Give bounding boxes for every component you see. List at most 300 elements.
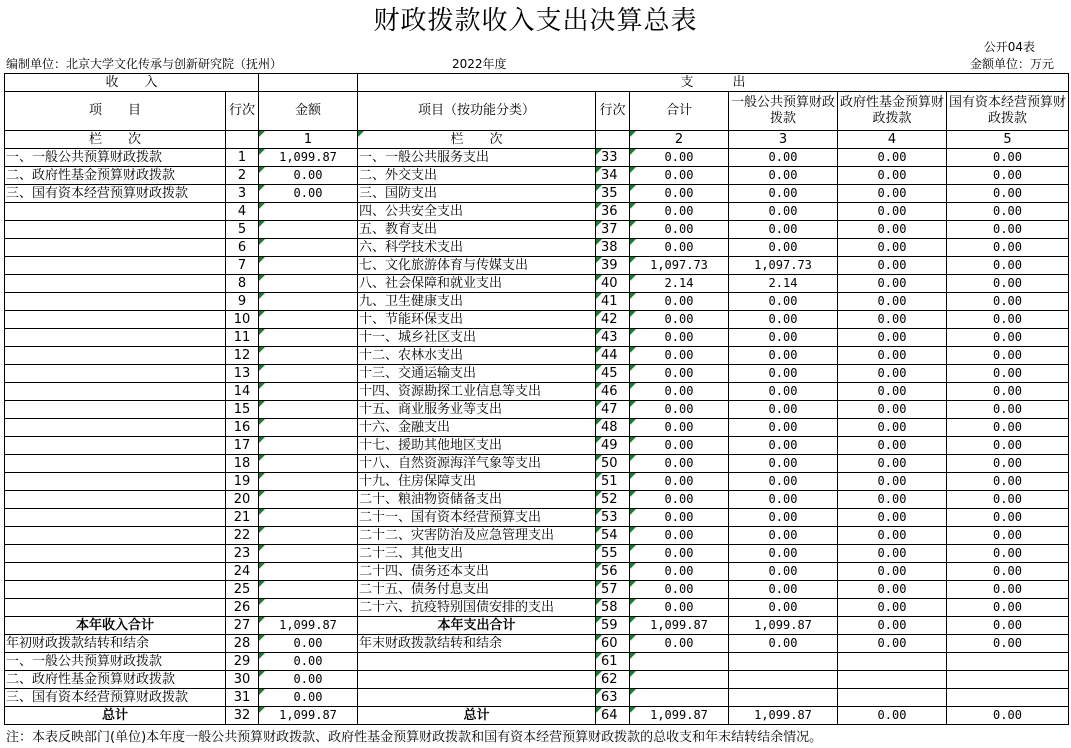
- expense-gen-budget: 0.00: [729, 563, 838, 581]
- expense-item: [358, 671, 596, 689]
- col-head-item: 项 目: [5, 92, 226, 131]
- expense-gen-budget: 0.00: [729, 347, 838, 365]
- income-item: 二、政府性基金预算财政拨款: [5, 671, 226, 689]
- col-number: 5: [947, 131, 1069, 149]
- expense-gen-budget: 0.00: [729, 149, 838, 167]
- expense-item: 十三、交通运输支出: [358, 365, 596, 383]
- expense-gov-fund: 0.00: [838, 221, 947, 239]
- expense-state-capital: 0.00: [947, 473, 1069, 491]
- income-amount: 0.00: [259, 653, 358, 671]
- income-item: [5, 563, 226, 581]
- income-amount: 1,099.87: [259, 617, 358, 635]
- expense-gen-budget: 0.00: [729, 509, 838, 527]
- expense-item: 十九、住房保障支出: [358, 473, 596, 491]
- col-number: 4: [838, 131, 947, 149]
- income-item: [5, 221, 226, 239]
- expense-gen-budget: 0.00: [729, 311, 838, 329]
- expense-row-no: 54: [596, 527, 630, 545]
- expense-item: 十六、金融支出: [358, 419, 596, 437]
- income-item: [5, 419, 226, 437]
- col-head-func-item: 项目（按功能分类）: [358, 92, 596, 131]
- expense-gen-budget: 0.00: [729, 383, 838, 401]
- income-row-no: 31: [226, 689, 259, 707]
- col-head-total: 合计: [630, 92, 729, 131]
- income-row-no: 25: [226, 581, 259, 599]
- expense-gov-fund: 0.00: [838, 185, 947, 203]
- income-amount: [259, 311, 358, 329]
- expense-gov-fund: 0.00: [838, 401, 947, 419]
- expense-gov-fund: [838, 653, 947, 671]
- expense-row-no: 53: [596, 509, 630, 527]
- expense-row-no: 47: [596, 401, 630, 419]
- expense-gov-fund: 0.00: [838, 455, 947, 473]
- table-row: [5, 545, 1069, 563]
- income-row-no: 3: [226, 185, 259, 203]
- expense-state-capital: 0.00: [947, 383, 1069, 401]
- lanci-label: 栏 次: [358, 131, 596, 149]
- col-head-row-no: 行次: [596, 92, 630, 131]
- expense-row-no: 38: [596, 239, 630, 257]
- expense-row-no: 59: [596, 617, 630, 635]
- expense-gen-budget: 0.00: [729, 185, 838, 203]
- expense-state-capital: 0.00: [947, 365, 1069, 383]
- income-amount: 0.00: [259, 185, 358, 203]
- expense-state-capital: 0.00: [947, 617, 1069, 635]
- col-head-gen-budget: 一般公共预算财政拨款: [729, 92, 838, 131]
- income-row-no: 26: [226, 599, 259, 617]
- expense-total: [630, 671, 729, 689]
- col-number: 2: [630, 131, 729, 149]
- table-row: [5, 653, 1069, 671]
- expense-total: 0.00: [630, 149, 729, 167]
- expense-gen-budget: 2.14: [729, 275, 838, 293]
- table-row: [5, 257, 1069, 275]
- expense-row-no: 33: [596, 149, 630, 167]
- income-amount: [259, 329, 358, 347]
- income-item: [5, 401, 226, 419]
- income-amount: 0.00: [259, 671, 358, 689]
- income-item: [5, 365, 226, 383]
- expense-gov-fund: 0.00: [838, 599, 947, 617]
- income-row-no: 28: [226, 635, 259, 653]
- table-row: [5, 689, 1069, 707]
- income-item: [5, 329, 226, 347]
- expense-gen-budget: 0.00: [729, 545, 838, 563]
- income-item: 一、一般公共预算财政拨款: [5, 149, 226, 167]
- income-row-no: 16: [226, 419, 259, 437]
- expense-item: 九、卫生健康支出: [358, 293, 596, 311]
- income-amount: 0.00: [259, 635, 358, 653]
- income-amount: [259, 293, 358, 311]
- expense-gen-budget: 0.00: [729, 293, 838, 311]
- org-name: 编制单位：北京大学文化传承与创新研究院（抚州）: [6, 57, 283, 71]
- expense-state-capital: 0.00: [947, 329, 1069, 347]
- expense-state-capital: 0.00: [947, 563, 1069, 581]
- expense-gen-budget: 1,099.87: [729, 617, 838, 635]
- expense-total: 0.00: [630, 311, 729, 329]
- expense-item: 二、外交支出: [358, 167, 596, 185]
- expense-item: 十五、商业服务业等支出: [358, 401, 596, 419]
- expense-total: 0.00: [630, 329, 729, 347]
- expense-row-no: 34: [596, 167, 630, 185]
- table-row: [5, 167, 1069, 185]
- expense-item: 八、社会保障和就业支出: [358, 275, 596, 293]
- income-row-no: 32: [226, 707, 259, 725]
- income-amount: [259, 275, 358, 293]
- income-amount: [259, 401, 358, 419]
- income-row-no: 13: [226, 365, 259, 383]
- income-row-no: 27: [226, 617, 259, 635]
- expense-row-no: 52: [596, 491, 630, 509]
- income-item: 年初财政拨款结转和结余: [5, 635, 226, 653]
- expense-item: 本年支出合计: [358, 617, 596, 635]
- expense-item: 十、节能环保支出: [358, 311, 596, 329]
- income-amount: [259, 563, 358, 581]
- income-row-no: 8: [226, 275, 259, 293]
- income-amount: [259, 221, 358, 239]
- income-item: 本年收入合计: [5, 617, 226, 635]
- expense-gen-budget: 0.00: [729, 599, 838, 617]
- expense-total: 0.00: [630, 563, 729, 581]
- expense-state-capital: 0.00: [947, 419, 1069, 437]
- budget-table: [4, 73, 1069, 725]
- expense-item: 二十一、国有资本经营预算支出: [358, 509, 596, 527]
- income-row-no: 5: [226, 221, 259, 239]
- table-row: [5, 581, 1069, 599]
- expense-gen-budget: 0.00: [729, 329, 838, 347]
- income-item: 三、国有资本经营预算财政拨款: [5, 185, 226, 203]
- expense-item: 二十六、抗疫特别国债安排的支出: [358, 599, 596, 617]
- income-amount: [259, 419, 358, 437]
- expense-total: 0.00: [630, 527, 729, 545]
- expense-total: 0.00: [630, 365, 729, 383]
- income-row-no: 1: [226, 149, 259, 167]
- expense-state-capital: 0.00: [947, 311, 1069, 329]
- expense-state-capital: 0.00: [947, 455, 1069, 473]
- income-row-no: 29: [226, 653, 259, 671]
- table-row: [5, 473, 1069, 491]
- table-row: [5, 221, 1069, 239]
- expense-gov-fund: 0.00: [838, 617, 947, 635]
- col-head-gov-fund: 政府性基金预算财政拨款: [838, 92, 947, 131]
- expense-gen-budget: 0.00: [729, 527, 838, 545]
- income-row-no: 17: [226, 437, 259, 455]
- table-row: [5, 347, 1069, 365]
- expense-total: 0.00: [630, 491, 729, 509]
- expense-state-capital: [947, 671, 1069, 689]
- income-row-no: 24: [226, 563, 259, 581]
- expense-gov-fund: 0.00: [838, 635, 947, 653]
- income-item: [5, 203, 226, 221]
- expense-row-no: 39: [596, 257, 630, 275]
- table-row: [5, 437, 1069, 455]
- income-row-no: 6: [226, 239, 259, 257]
- expense-row-no: 50: [596, 455, 630, 473]
- income-row-no: 12: [226, 347, 259, 365]
- expense-item: 十一、城乡社区支出: [358, 329, 596, 347]
- expense-gov-fund: 0.00: [838, 329, 947, 347]
- income-row-no: 4: [226, 203, 259, 221]
- income-item: [5, 455, 226, 473]
- expense-state-capital: [947, 653, 1069, 671]
- expense-state-capital: 0.00: [947, 527, 1069, 545]
- expense-gov-fund: 0.00: [838, 437, 947, 455]
- expense-gen-budget: 0.00: [729, 401, 838, 419]
- income-row-no: 23: [226, 545, 259, 563]
- expense-gov-fund: 0.00: [838, 203, 947, 221]
- expense-gen-budget: 0.00: [729, 437, 838, 455]
- income-item: [5, 257, 226, 275]
- col-head-row-no: 行次: [226, 92, 259, 131]
- expense-item: 七、文化旅游体育与传媒支出: [358, 257, 596, 275]
- expense-state-capital: 0.00: [947, 347, 1069, 365]
- blank-cell: [596, 131, 630, 149]
- income-item: 总计: [5, 707, 226, 725]
- expense-state-capital: 0.00: [947, 293, 1069, 311]
- expense-gen-budget: 0.00: [729, 635, 838, 653]
- income-item: 一、一般公共预算财政拨款: [5, 653, 226, 671]
- expense-total: 0.00: [630, 455, 729, 473]
- expense-row-no: 44: [596, 347, 630, 365]
- expense-state-capital: 0.00: [947, 239, 1069, 257]
- expense-gov-fund: 0.00: [838, 167, 947, 185]
- expense-item: 年末财政拨款结转和结余: [358, 635, 596, 653]
- income-item: [5, 509, 226, 527]
- expense-total: 0.00: [630, 185, 729, 203]
- income-row-no: 19: [226, 473, 259, 491]
- expense-total: 0.00: [630, 581, 729, 599]
- expense-row-no: 63: [596, 689, 630, 707]
- expense-total: 1,099.87: [630, 707, 729, 725]
- expense-item: 五、教育支出: [358, 221, 596, 239]
- table-row: [5, 329, 1069, 347]
- expense-state-capital: 0.00: [947, 221, 1069, 239]
- expense-item: 总计: [358, 707, 596, 725]
- expense-total: 0.00: [630, 203, 729, 221]
- expense-total: 0.00: [630, 401, 729, 419]
- expense-row-no: 46: [596, 383, 630, 401]
- income-row-no: 30: [226, 671, 259, 689]
- expense-gov-fund: [838, 689, 947, 707]
- income-item: [5, 527, 226, 545]
- income-item: [5, 491, 226, 509]
- table-row: [5, 455, 1069, 473]
- income-item: [5, 275, 226, 293]
- expense-state-capital: 0.00: [947, 149, 1069, 167]
- expense-item: 一、一般公共服务支出: [358, 149, 596, 167]
- expense-total: 0.00: [630, 167, 729, 185]
- expense-gov-fund: 0.00: [838, 293, 947, 311]
- expense-state-capital: 0.00: [947, 257, 1069, 275]
- income-item: [5, 311, 226, 329]
- expense-total: 0.00: [630, 545, 729, 563]
- expense-state-capital: 0.00: [947, 545, 1069, 563]
- expense-row-no: 36: [596, 203, 630, 221]
- expense-total: 0.00: [630, 635, 729, 653]
- expense-item: 四、公共安全支出: [358, 203, 596, 221]
- col-number: 3: [729, 131, 838, 149]
- expense-state-capital: 0.00: [947, 707, 1069, 725]
- table-row: [5, 563, 1069, 581]
- expense-gov-fund: [838, 671, 947, 689]
- expense-gov-fund: 0.00: [838, 275, 947, 293]
- income-row-no: 10: [226, 311, 259, 329]
- expense-header: 支 出: [358, 74, 1069, 92]
- income-row-no: 21: [226, 509, 259, 527]
- expense-total: 0.00: [630, 221, 729, 239]
- table-row: [5, 293, 1069, 311]
- income-amount: [259, 545, 358, 563]
- col-head-state-capital: 国有资本经营预算财政拨款: [947, 92, 1069, 131]
- income-row-no: 7: [226, 257, 259, 275]
- expense-state-capital: 0.00: [947, 437, 1069, 455]
- table-row: [5, 635, 1069, 653]
- expense-item: 二十四、债务还本支出: [358, 563, 596, 581]
- table-row: [5, 707, 1069, 725]
- expense-item: 二十、粮油物资储备支出: [358, 491, 596, 509]
- expense-gov-fund: 0.00: [838, 527, 947, 545]
- expense-gov-fund: 0.00: [838, 347, 947, 365]
- income-row-no: 11: [226, 329, 259, 347]
- table-row: [5, 239, 1069, 257]
- expense-gen-budget: 0.00: [729, 419, 838, 437]
- income-amount: [259, 581, 358, 599]
- expense-total: 0.00: [630, 419, 729, 437]
- expense-gov-fund: 0.00: [838, 581, 947, 599]
- expense-total: 1,097.73: [630, 257, 729, 275]
- table-row: [5, 185, 1069, 203]
- expense-row-no: 49: [596, 437, 630, 455]
- expense-total: 0.00: [630, 383, 729, 401]
- table-id: 公开04表: [983, 40, 1035, 54]
- income-item: [5, 383, 226, 401]
- expense-total: 0.00: [630, 599, 729, 617]
- expense-item: [358, 689, 596, 707]
- table-row: [5, 491, 1069, 509]
- expense-item: [358, 653, 596, 671]
- expense-state-capital: 0.00: [947, 581, 1069, 599]
- income-row-no: 18: [226, 455, 259, 473]
- expense-item: 二十五、债务付息支出: [358, 581, 596, 599]
- table-row: [5, 203, 1069, 221]
- blank-cell: [226, 131, 259, 149]
- income-row-no: 14: [226, 383, 259, 401]
- income-item: [5, 437, 226, 455]
- table-row: [5, 365, 1069, 383]
- table-row: [5, 401, 1069, 419]
- expense-state-capital: 0.00: [947, 185, 1069, 203]
- expense-row-no: 62: [596, 671, 630, 689]
- expense-row-no: 64: [596, 707, 630, 725]
- expense-row-no: 51: [596, 473, 630, 491]
- expense-state-capital: 0.00: [947, 275, 1069, 293]
- expense-gov-fund: 0.00: [838, 419, 947, 437]
- expense-gen-budget: 0.00: [729, 455, 838, 473]
- income-amount: 0.00: [259, 689, 358, 707]
- expense-row-no: 40: [596, 275, 630, 293]
- lanci-label: 栏 次: [5, 131, 226, 149]
- expense-state-capital: 0.00: [947, 167, 1069, 185]
- expense-row-no: 37: [596, 221, 630, 239]
- expense-item: 三、国防支出: [358, 185, 596, 203]
- expense-gen-budget: 0.00: [729, 491, 838, 509]
- income-item: [5, 473, 226, 491]
- expense-total: 0.00: [630, 473, 729, 491]
- income-amount: [259, 527, 358, 545]
- footnote: 注：本表反映部门(单位)本年度一般公共预算财政拨款、政府性基金预算财政拨款和国有资本经营预算财政拨款的总收支和年末结转结余情况。: [6, 730, 823, 745]
- blank-cell: [259, 74, 358, 92]
- income-amount: [259, 239, 358, 257]
- expense-total: 2.14: [630, 275, 729, 293]
- expense-item: 二十三、其他支出: [358, 545, 596, 563]
- income-amount: [259, 203, 358, 221]
- expense-gen-budget: 0.00: [729, 239, 838, 257]
- income-amount: 0.00: [259, 167, 358, 185]
- expense-gen-budget: [729, 653, 838, 671]
- expense-state-capital: 0.00: [947, 401, 1069, 419]
- expense-gen-budget: 0.00: [729, 581, 838, 599]
- income-amount: 1,099.87: [259, 149, 358, 167]
- expense-total: 0.00: [630, 347, 729, 365]
- table-row: [5, 527, 1069, 545]
- income-item: [5, 581, 226, 599]
- expense-gov-fund: 0.00: [838, 509, 947, 527]
- expense-row-no: 60: [596, 635, 630, 653]
- table-row: [5, 311, 1069, 329]
- expense-row-no: 45: [596, 365, 630, 383]
- expense-gen-budget: 1,099.87: [729, 707, 838, 725]
- expense-total: [630, 689, 729, 707]
- expense-gen-budget: [729, 689, 838, 707]
- expense-gov-fund: 0.00: [838, 545, 947, 563]
- income-amount: [259, 491, 358, 509]
- income-item: 三、国有资本经营预算财政拨款: [5, 689, 226, 707]
- income-amount: 1,099.87: [259, 707, 358, 725]
- expense-item: 十四、资源勘探工业信息等支出: [358, 383, 596, 401]
- income-amount: [259, 383, 358, 401]
- expense-item: 二十二、灾害防治及应急管理支出: [358, 527, 596, 545]
- col-head-amount: 金额: [259, 92, 358, 131]
- table-row: [5, 617, 1069, 635]
- expense-total: 0.00: [630, 509, 729, 527]
- expense-item: 十七、援助其他地区支出: [358, 437, 596, 455]
- expense-row-no: 58: [596, 599, 630, 617]
- expense-row-no: 61: [596, 653, 630, 671]
- expense-total: [630, 653, 729, 671]
- table-row: [5, 275, 1069, 293]
- expense-row-no: 35: [596, 185, 630, 203]
- expense-gov-fund: 0.00: [838, 491, 947, 509]
- income-amount: [259, 509, 358, 527]
- expense-gen-budget: [729, 671, 838, 689]
- expense-item: 十二、农林水支出: [358, 347, 596, 365]
- expense-gov-fund: 0.00: [838, 239, 947, 257]
- expense-total: 1,099.87: [630, 617, 729, 635]
- income-amount: [259, 455, 358, 473]
- income-row-no: 22: [226, 527, 259, 545]
- expense-gen-budget: 0.00: [729, 473, 838, 491]
- income-amount: [259, 257, 358, 275]
- income-header: 收 入: [5, 74, 259, 92]
- expense-gen-budget: 0.00: [729, 365, 838, 383]
- expense-row-no: 42: [596, 311, 630, 329]
- expense-gov-fund: 0.00: [838, 257, 947, 275]
- income-item: [5, 293, 226, 311]
- fiscal-year: 2022年度: [452, 57, 507, 71]
- income-item: [5, 347, 226, 365]
- expense-total: 0.00: [630, 437, 729, 455]
- income-row-no: 9: [226, 293, 259, 311]
